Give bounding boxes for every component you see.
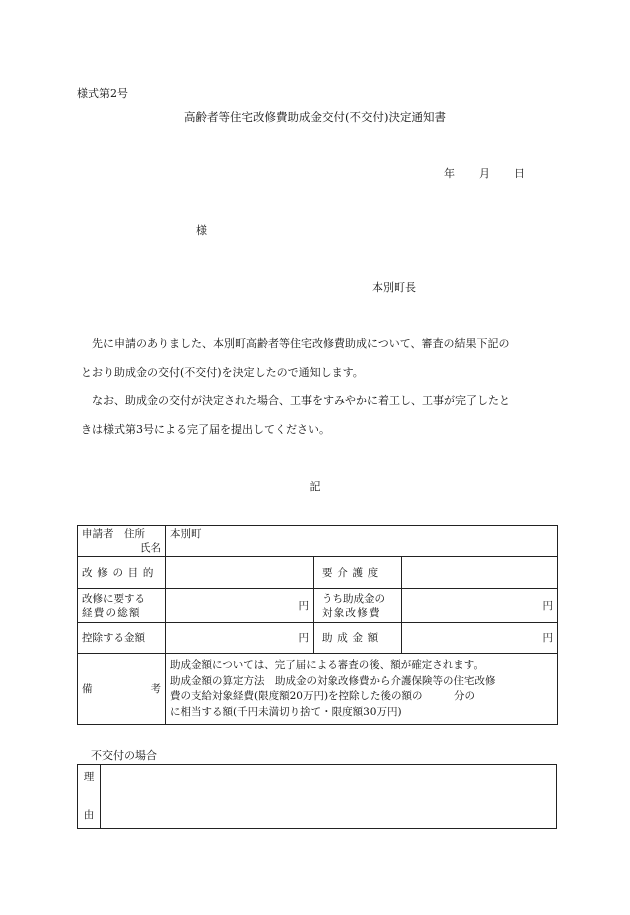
grant-amount-yen: 円	[402, 623, 558, 654]
target-cost-yen: 円	[402, 589, 558, 623]
date-year-label: 年	[444, 167, 455, 180]
body-paragraph-2: なお、助成金の交付が決定された場合、工事をすみやかに着工し、工事が完了したと	[92, 394, 510, 407]
table-row	[78, 765, 557, 829]
purpose-value	[166, 557, 314, 589]
table-row	[78, 589, 558, 623]
total-cost-yen: 円	[166, 589, 314, 623]
body-paragraph-2-cont: きは様式第3号による完了届を提出してください。	[81, 423, 330, 436]
non-grant-reason-table	[77, 764, 557, 829]
remarks-label: 備 考	[78, 654, 166, 725]
table-row	[78, 557, 558, 589]
addressee-suffix: 様	[196, 224, 207, 237]
purpose-label: 改修の目的	[78, 557, 166, 589]
date-month-label: 月	[479, 167, 490, 180]
target-cost-label: うち助成金の 対象改修費	[314, 589, 402, 623]
date-line	[444, 165, 525, 181]
deduction-yen: 円	[166, 623, 314, 654]
applicant-label: 申請者 住所 氏名	[78, 526, 166, 557]
reason-label: 理 由	[78, 765, 101, 829]
document-title: 高齢者等住宅改修費助成金交付(不交付)決定通知書	[184, 110, 446, 124]
total-cost-label: 改修に要する 経費の総額	[78, 589, 166, 623]
date-day-label: 日	[514, 167, 525, 180]
non-grant-label: 不交付の場合	[91, 749, 157, 762]
ki-heading: 記	[309, 480, 321, 493]
table-row	[78, 654, 558, 725]
care-level-label: 要介護度	[314, 557, 402, 589]
form-number: 様式第2号	[77, 87, 128, 100]
body-paragraph-1-cont: とおり助成金の交付(不交付)を決定したので通知します。	[81, 366, 364, 379]
deduction-label: 控除する金額	[78, 623, 166, 654]
details-table	[77, 525, 558, 725]
table-row	[78, 526, 558, 557]
care-level-value	[402, 557, 558, 589]
grant-amount-label: 助成金額	[314, 623, 402, 654]
reason-value	[101, 765, 557, 829]
body-paragraph-1: 先に申請のありました、本別町高齢者等住宅改修費助成について、審査の結果下記の	[92, 337, 510, 350]
issuer-name: 本別町長	[372, 281, 416, 294]
remarks-text: 助成金額については、完了届による審査の後、額が確定されます。 助成金額の算定方法 助成金の対象改修費から介護保険等の住宅改修 費の支給対象経費(限度額20万円)を控除した後の額の 分の に相当する額(千円未満切り捨て・限度額30万円)	[166, 654, 558, 725]
applicant-address-value: 本別町	[166, 526, 558, 557]
table-row	[78, 623, 558, 654]
